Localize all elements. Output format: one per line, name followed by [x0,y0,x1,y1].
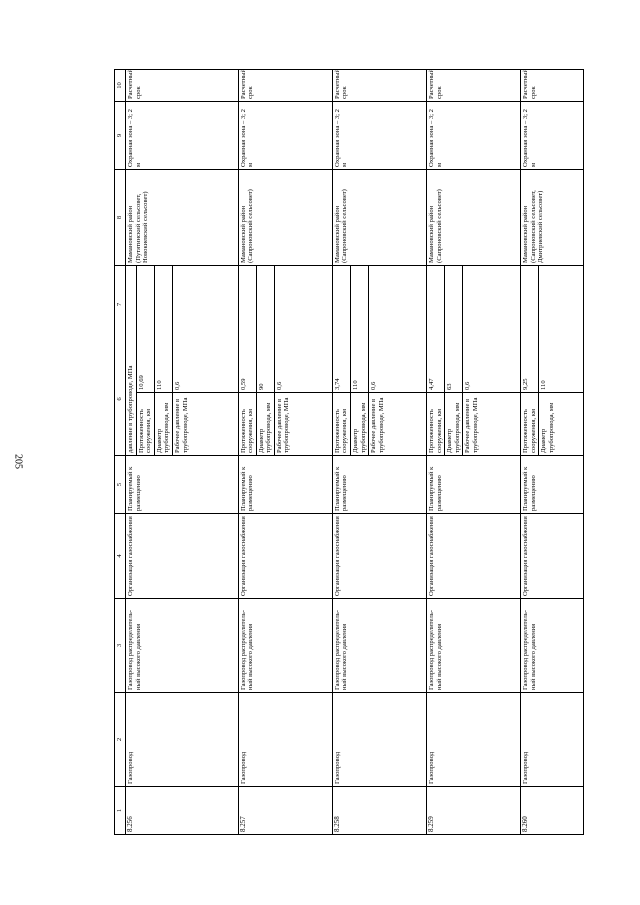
param-label: Диаметр трубопровода, мм [155,392,172,455]
param-label: Диаметр трубопровода, мм [257,392,274,455]
params-cell [332,265,426,455]
params-cell [426,265,520,455]
object-type: Газопровод [426,693,520,787]
object-purpose: Организация газоснабжения [426,514,520,599]
object-status: Планируемый к размещению [332,456,426,514]
param-row [427,266,445,455]
param-value: 3,74 [333,378,341,390]
param-row [521,266,539,455]
table-row [521,69,584,834]
col-header: 2 [115,693,126,787]
object-name: Газопровод распределитель-ный высокого давления [238,599,332,693]
col-header: 9 [115,101,126,169]
object-type: Газопровод [126,693,239,787]
col-header: 8 [115,169,126,265]
param-label: Протяженность сооружения, км [521,392,538,455]
param-value: 90 [257,383,265,390]
param-value: 0,6 [464,381,472,390]
location: Мамановский район (Путятинский сельсовет, Новокиевский сельсовет) [126,169,239,265]
param-value: 110 [540,380,548,390]
location: Мамановский район (Сапроновский сельсовет) [426,169,520,265]
param-value: 4,47 [427,378,435,390]
params-list [427,266,520,455]
object-status: Планируемый к размещению [521,456,584,514]
param-value: 10,69 [137,375,145,390]
col-header-7: 7 [116,302,124,307]
param-value: 0,6 [275,381,283,390]
object-status: Планируемый к размещению [426,456,520,514]
param-row [239,266,257,455]
protection-zone: Охранная зона – 3; 2 м [238,101,332,169]
param-label: Протяженность сооружения, км [239,392,256,455]
page-number: 205 [12,454,24,469]
object-type: Газопровод [332,693,426,787]
protection-zone: Охранная зона – 3; 2 м [332,101,426,169]
object-purpose: Организация газоснабжения [521,514,584,599]
object-status: Планируемый к размещению [126,456,239,514]
protection-zone: Охранная зона – 3; 2 м [126,101,239,169]
location: Мамановский район (Сапроновский сельсовет, Дмитриевский сельсовет) [521,169,584,265]
row-number: 8.256 [126,787,239,835]
param-label: Протяженность сооружения, км [137,392,154,455]
object-status: Планируемый к размещению [238,456,332,514]
col-header-6: 6 [116,397,124,401]
row-number: 8.258 [332,787,426,835]
implementation-term: Расчетный срок [238,69,332,101]
object-name: Газопровод распределитель-ный высокого давления [126,599,239,693]
col-header: 10 [115,69,126,101]
params-list [126,266,238,455]
params-cell [126,265,239,455]
param-value: 110 [351,380,359,390]
row-number: 8.259 [426,787,520,835]
params-cell [521,265,584,455]
continuation-text: давление в трубопроводе, МПа [126,266,137,455]
param-label: Рабочее давление в трубопроводе, МПа [463,392,520,455]
col-header: 5 [115,456,126,514]
protection-zone: Охранная зона – 3; 2 м [426,101,520,169]
param-value: 63 [446,383,454,390]
param-value: 110 [155,380,163,390]
param-label: Диаметр трубопровода, мм [539,392,583,455]
rotated-table-container [114,70,584,835]
object-name: Газопровод распределитель-ный высокого давления [332,599,426,693]
implementation-term: Расчетный срок [332,69,426,101]
param-row [351,266,369,455]
object-purpose: Организация газоснабжения [126,514,239,599]
param-row [257,266,275,455]
param-row [155,266,173,455]
params-list [521,266,583,455]
params-list [239,266,332,455]
object-name: Газопровод распределитель-ный высокого давления [426,599,520,693]
param-label: Рабочее давление в трубопроводе, МПа [173,392,238,455]
param-row [275,266,332,455]
param-row [369,266,426,455]
param-row [463,266,520,455]
object-purpose: Организация газоснабжения [332,514,426,599]
col-header: 4 [115,514,126,599]
table-row [426,69,520,834]
param-row [333,266,351,455]
col-header [115,265,126,455]
col-header: 3 [115,599,126,693]
param-value: 0,6 [173,381,181,390]
param-label: Протяженность сооружения, км [427,392,444,455]
param-value: 0,6 [370,381,378,390]
param-label: Рабочее давление в трубопроводе, МПа [369,392,426,455]
row-number: 8.257 [238,787,332,835]
object-type: Газопровод [238,693,332,787]
param-value: 0,59 [239,378,247,390]
table-row [332,69,426,834]
param-label: Рабочее давление в трубопроводе, МПа [275,392,332,455]
gas-pipeline-table [114,69,584,835]
table-row [126,69,239,834]
object-purpose: Организация газоснабжения [238,514,332,599]
params-list [333,266,426,455]
col-header: 1 [115,787,126,835]
protection-zone: Охранная зона – 3; 2 м [521,101,584,169]
implementation-term: Расчетный срок [521,69,584,101]
header-row [115,69,126,834]
table-row [238,69,332,834]
param-label: Протяженность сооружения, км [333,392,350,455]
object-type: Газопровод [521,693,584,787]
row-number: 8.260 [521,787,584,835]
param-label: Диаметр трубопровода, мм [445,392,462,455]
param-label: Диаметр трубопровода, мм [351,392,368,455]
param-row [173,266,238,455]
location: Мамановский район (Сапроновский сельсовет) [332,169,426,265]
location: Мамановский район (Сапроновский сельсовет) [238,169,332,265]
param-row [539,266,583,455]
param-row [445,266,463,455]
param-row [137,266,155,455]
params-cell [238,265,332,455]
implementation-term: Расчетный срок [126,69,239,101]
param-value: 9,25 [522,378,530,390]
implementation-term: Расчетный срок [426,69,520,101]
object-name: Газопровод распределитель-ный высокого давления [521,599,584,693]
